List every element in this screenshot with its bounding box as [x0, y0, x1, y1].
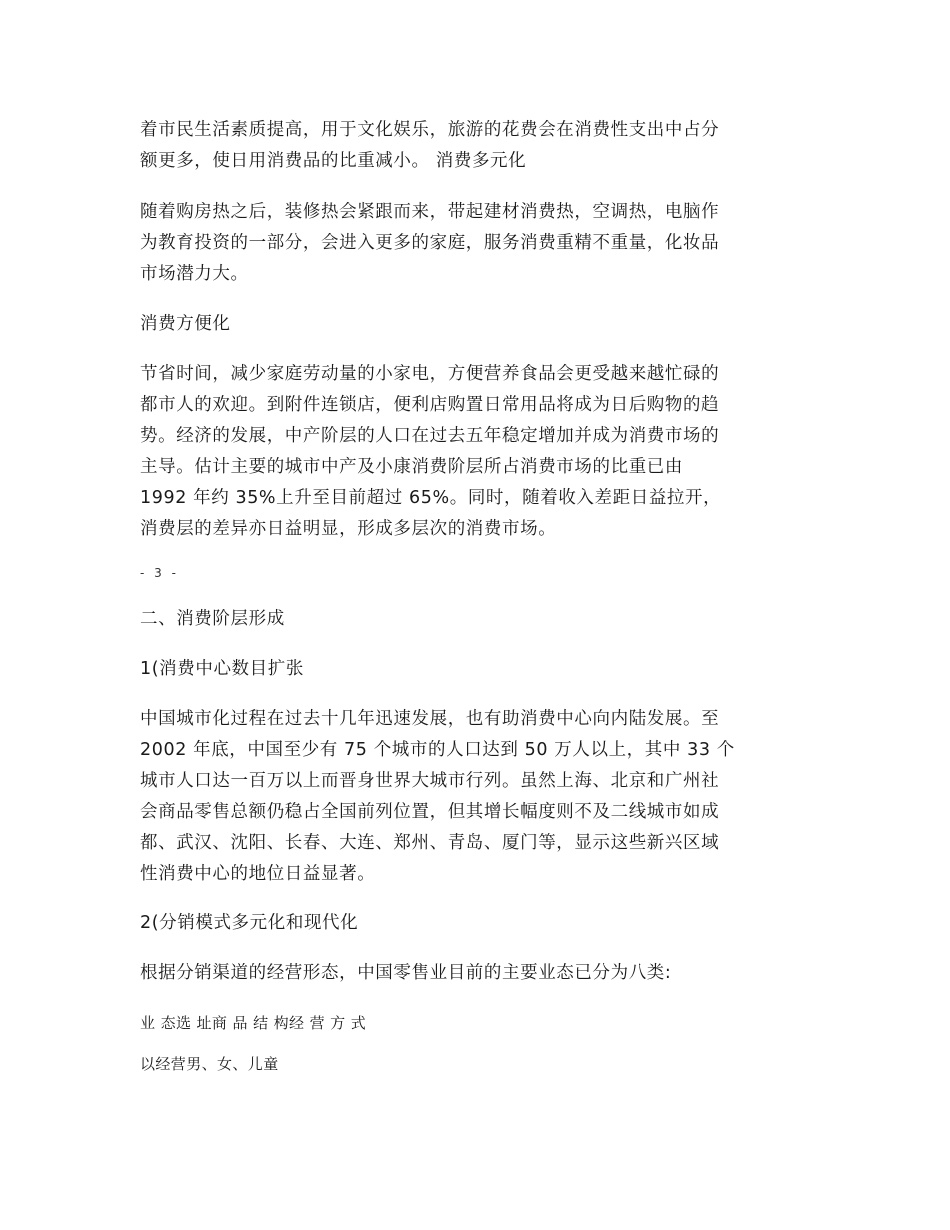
text-line: 中国城市化过程在过去十几年迅速发展，也有助消费中心向内陆发展。至 — [140, 709, 720, 729]
heading-consumption-convenience: 消费方便化 — [140, 314, 231, 334]
text-line: 城市人口达一百万以上而晋身世界大城市行列。虽然上海、北京和广州社 — [140, 771, 720, 791]
text-line: 为教育投资的一部分，会进入更多的家庭，服务消费重精不重量，化妆品 — [140, 233, 720, 253]
text-line: 势。经济的发展，中产阶层的人口在过去五年稳定增加并成为消费市场的 — [140, 426, 720, 446]
heading-consumption-centers: 1(消费中心数目扩张 — [140, 659, 304, 679]
paragraph-retail-formats: 根据分销渠道的经营形态，中国零售业目前的主要业态已分为八类: — [140, 963, 672, 983]
paragraph-convenience-details — [140, 359, 812, 545]
text-line: 都、武汉、沈阳、长春、大连、郑州、青岛、厦门等，显示这些新兴区域 — [140, 833, 720, 853]
heading-consumer-class-formation: 二、消费阶层形成 — [140, 609, 285, 629]
text-line: 节省时间，减少家庭劳动量的小家电，方便营养食品会更受越来越忙碌的 — [140, 364, 720, 384]
text-line: 市场潜力大。 — [140, 264, 249, 284]
text-line: 性消费中心的地位日益显著。 — [140, 864, 376, 884]
page-number: - 3 - — [140, 566, 179, 580]
table-header-row: 业 态选 址商 品 结 构经 营 方 式 — [140, 1014, 367, 1032]
text-line: 额更多，使日用消费品的比重减小。 消费多元化 — [140, 151, 527, 171]
text-line: 随着购房热之后，装修热会紧跟而来，带起建材消费热，空调热，电脑作 — [140, 202, 720, 222]
paragraph-leisure-spending — [140, 115, 812, 177]
paragraph-consumption-diversification — [140, 197, 812, 290]
text-line: 2002 年底，中国至少有 75 个城市的人口达到 50 万人以上，其中 33 个 — [140, 740, 735, 760]
text-line: 主导。估计主要的城市中产及小康消费阶层所占消费市场的比重已由 — [140, 457, 683, 477]
text-line: 消费层的差异亦日益明显，形成多层次的消费市场。 — [140, 519, 557, 539]
heading-distribution-modes: 2(分销模式多元化和现代化 — [140, 913, 359, 933]
text-line: 1992 年约 35%上升至目前超过 65%。同时，随着收入差距日益拉开， — [140, 488, 722, 508]
text-line: 都市人的欢迎。到附件连锁店，便利店购置日常用品将成为日后购物的趋 — [140, 395, 720, 415]
table-row: 以经营男、女、儿童 — [140, 1055, 279, 1073]
text-line: 会商品零售总额仍稳占全国前列位置，但其增长幅度则不及二线城市如成 — [140, 802, 720, 822]
text-line: 着市民生活素质提高，用于文化娱乐，旅游的花费会在消费性支出中占分 — [140, 120, 720, 140]
paragraph-urbanization — [140, 704, 812, 890]
